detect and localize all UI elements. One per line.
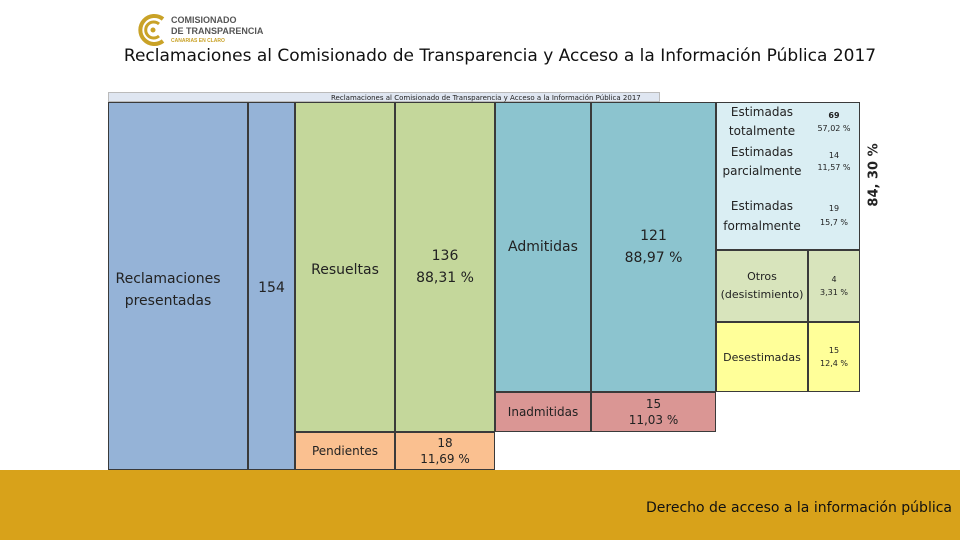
desestimadas-value-block xyxy=(808,322,860,392)
admitidas-label: Admitidas xyxy=(508,239,578,255)
logo-line3: CANARIAS EN CLARO xyxy=(171,38,225,44)
outcome-count-otros: 4 xyxy=(831,275,837,284)
otros-block xyxy=(716,250,808,322)
outcome-pct-otros: 3,31 % xyxy=(820,288,848,297)
footer-text: Derecho de acceso a la información pública xyxy=(646,500,952,516)
logo-line2: DE TRANSPARENCIA xyxy=(171,26,264,36)
outcome-pct-parcialmente: 11,57 % xyxy=(817,163,851,172)
outcome-label-totalmente: Estimadas totalmente xyxy=(728,105,796,138)
chart-subtitle: Reclamaciones al Comisionado de Transparencia y Acceso a la Información Pública 2017 xyxy=(108,92,660,102)
admitidas-count: 121 xyxy=(640,228,667,244)
inadmitidas-count: 15 xyxy=(645,397,662,411)
outcome-count-desestimadas: 15 xyxy=(828,346,840,355)
inadmitidas-block xyxy=(495,392,591,432)
inadmitidas-pct: 11,03 % xyxy=(628,413,679,427)
logo-line1: COMISIONADO xyxy=(171,15,237,25)
page-title: Reclamaciones al Comisionado de Transparencia y Acceso a la Información Pública 2017 xyxy=(123,46,877,66)
outcome-label-otros: Otros (desistimiento) xyxy=(720,270,804,301)
outcome-label-formalmente: Estimadas formalmente xyxy=(723,199,801,233)
resueltas-value-block xyxy=(395,102,495,432)
estimadas-total-pct-text: 84, 30 % xyxy=(866,143,882,207)
pendientes-count: 18 xyxy=(437,436,453,450)
resueltas-pct: 88,31 % xyxy=(416,270,474,286)
resueltas-count: 136 xyxy=(431,248,459,264)
logo-mark-icon xyxy=(137,13,169,47)
pendientes-block xyxy=(295,432,395,470)
outcome-count-parcialmente: 14 xyxy=(828,151,840,160)
outcome-value-parcialmente xyxy=(808,142,860,182)
outcome-value-totalmente xyxy=(808,102,860,142)
admitidas-block xyxy=(495,102,591,392)
pendientes-value-block xyxy=(395,432,495,470)
outcome-value-formalmente xyxy=(808,190,860,242)
outcome-count-formalmente: 19 xyxy=(828,204,840,213)
outcome-pct-formalmente: 15,7 % xyxy=(820,218,848,227)
desestimadas-block xyxy=(716,322,808,392)
presentadas-count: 154 xyxy=(258,280,285,296)
admitidas-pct: 88,97 % xyxy=(624,250,683,266)
outcome-label-parcialmente: Estimadas parcialmente xyxy=(722,145,802,178)
outcome-pct-desestimadas: 12,4 % xyxy=(820,359,848,368)
pendientes-label: Pendientes xyxy=(311,444,379,458)
logo xyxy=(137,13,277,49)
pendientes-pct: 11,69 % xyxy=(420,452,470,466)
outcome-label-desestimadas: Desestimadas xyxy=(723,350,801,364)
estimadas-total-pct xyxy=(860,100,888,250)
outcome-count-totalmente: 69 xyxy=(828,111,840,120)
otros-value-block xyxy=(808,250,860,322)
admitidas-value-block xyxy=(591,102,716,392)
inadmitidas-value-block xyxy=(591,392,716,432)
resueltas-label: Resueltas xyxy=(311,262,379,278)
inadmitidas-label: Inadmitidas xyxy=(507,405,579,419)
presentadas-label: Reclamaciones presentadas xyxy=(115,271,221,309)
outcome-pct-totalmente: 57,02 % xyxy=(817,124,851,133)
